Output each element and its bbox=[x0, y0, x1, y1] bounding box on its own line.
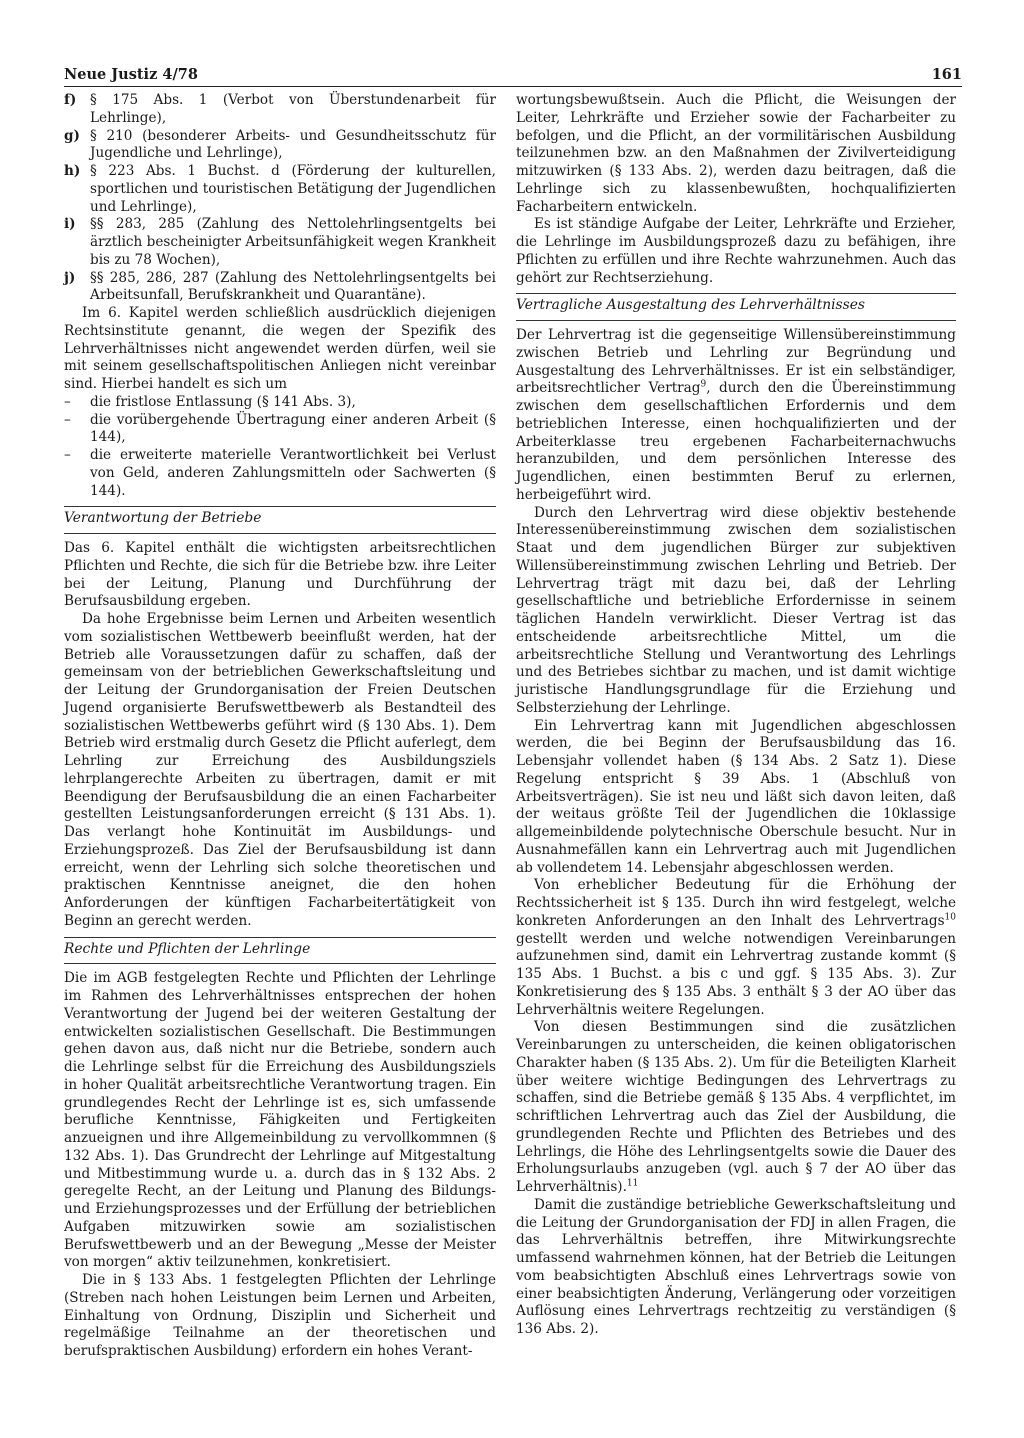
list-text: § 210 (besonderer Arbeits- und Gesundheitsschutz für Jugendliche und Lehrlinge), bbox=[90, 127, 496, 162]
running-header bbox=[64, 60, 962, 87]
paragraph: Im 6. Kapitel werden schließlich ausdrücklich diejenigen Rechtsinstitute genannt, die wegen der Spezifik des Lehrverhältnisses nicht angewendet werden dürfen, weil sie mit seinem gesellschaftspolitischen Anliegen nicht vereinbar sind. Hierbei handelt es sich um bbox=[64, 305, 496, 392]
list-text: § 223 Abs. 1 Buchst. d (Förderung der kulturellen, sportlichen und touristischen Betätigung der Jugendlichen und Lehrlinge), bbox=[90, 163, 496, 215]
paragraph: Durch den Lehrvertrag wird diese objektiv bestehende Interessenübereinstimmung zwischen dem sozialistischen Staat und dem jugendlichen Bürger zur subjektiven Willensübereinstimmung zwischen Lehrling und Betrieb. Der Lehrvertrag trägt mit dazu bei, daß der Lehrling gesellschaftliche und betriebliche Erfordernisse in seinem täglichen Handeln verwirklicht. Dieser Vertrag ist das entscheidende arbeitsrechtliche Mittel, um die arbeitsrechtliche Stellung und Verantwortung des Lehrlings und des Betriebes sichtbar zu machen, und ist damit wichtige juristische Handlungsgrundlage für die Erziehung und Selbsterziehung der Lehrlinge. bbox=[516, 504, 956, 716]
section-heading: Verantwortung der Betriebe bbox=[64, 506, 496, 534]
paragraph: Da hohe Ergebnisse beim Lernen und Arbeiten wesentlich vom sozialistischen Wettbewerb beeinflußt werden, hat der Betrieb alle Voraussetzungen dafür zu schaffen, daß der gemeinsam von der betrieblichen Gewerkschaftsleitung und der Leitung der Grundorganisation der Freien Deutschen Jugend organisierte Berufswettbewerb als Bestandteil des sozialistischen Wettbewerbs geführt wird (§ 130 Abs. 1). Dem Betrieb wird erstmalig durch Gesetz die Pflicht auferlegt, dem Lehrling zur Erreichung des Ausbildungsziels lehrplangerechte Arbeiten zu übertragen, damit er mit Beendigung der Berufsausbildung die an einen Facharbeiter gestellten Leistungsanforderungen erreicht (§ 131 Abs. 1). Das verlangt hohe Kontinuität im Ausbildungs- und Erziehungsprozeß. Das Ziel der Berufsausbildung ist dann erreicht, wenn der Lehrling sich solche theoretischen und praktischen Kenntnisse aneignet, die den hohen Anforderungen der künftigen Facharbeitertätigkeit von Beginn an gerecht werden. bbox=[64, 611, 496, 929]
dash-text: die vorübergehende Übertragung einer anderen Arbeit (§ 144), bbox=[90, 411, 496, 446]
page-number: 161 bbox=[931, 66, 962, 83]
paragraph: wortungsbewußtsein. Auch die Pflicht, die Weisungen der Leiter, Lehrkräfte und Erzieher sowie der Facharbeiter zu befolgen, und die Pflicht, an der vormilitärischen Ausbildung teilzunehmen bzw. an den Maßnahmen der Zivilverteidigung mitzuwirken (§ 133 Abs. 2), werden dazu beitragen, daß die Lehrlinge sich zu klassenbewußten, hochqualifizierten Facharbeitern entwickeln. bbox=[516, 92, 956, 215]
list-item bbox=[64, 216, 496, 269]
list-item bbox=[64, 163, 496, 216]
paragraph: Es ist ständige Aufgabe der Leiter, Lehrkräfte und Erzieher, die Lehrlinge im Ausbildungsprozeß dazu zu befähigen, ihre Pflichten zu erfüllen und ihre Rechte wahrzunehmen. Auch das gehört zur Rechtserziehung. bbox=[516, 216, 956, 286]
dash-symbol: – bbox=[64, 447, 71, 463]
left-column bbox=[64, 92, 496, 1361]
text-run: , durch den die Übereinstimmung zwischen dem gesellschaftlichen Erfordernis und dem betrieblichen Interesse, einen hochqualifizierten und der Arbeiterklasse treu ergebenen Facharbeiternachwuchs heranzubilden, und dem persönlichen Interesse des Jugendlichen, einen bestimmten Beruf zu erlernen, herbeigeführt wird. bbox=[516, 380, 956, 503]
footnote-ref: 9 bbox=[700, 379, 707, 390]
section-heading: Rechte und Pflichten der Lehrlinge bbox=[64, 937, 496, 965]
list-text: §§ 283, 285 (Zahlung des Nettolehrlingsentgelts bei ärztlich bescheinigter Arbeitsunfähigkeit wegen Krankheit bis zu 78 Wochen), bbox=[90, 216, 496, 268]
dash-item bbox=[64, 447, 496, 500]
paragraph: Ein Lehrvertrag kann mit Jugendlichen abgeschlossen werden, die bei Beginn der Berufsausbildung das 16. Lebensjahr vollendet haben (§ 134 Abs. 2 Satz 1). Diese Regelung entspricht § 39 Abs. 1 (Abschluß von Arbeitsverträgen). Sie ist neu und läßt sich davon leiten, daß der weitaus größte Teil der Jugendlichen die 10klassige allgemeinbildende polytechnische Oberschule besucht. Nur in Ausnahmefällen kann ein Lehrvertrag auch mit Jugendlichen ab vollendetem 14. Lebensjahr abgeschlossen werden. bbox=[516, 717, 956, 876]
list-text: §§ 285, 286, 287 (Zahlung des Nettolehrlingsentgelts bei Arbeitsunfall, Berufskrankheit und Quarantäne). bbox=[90, 269, 496, 304]
list-label: j) bbox=[64, 269, 76, 286]
dash-item bbox=[64, 394, 496, 412]
list-label: f) bbox=[64, 92, 77, 108]
list-item bbox=[64, 270, 496, 306]
dash-symbol: – bbox=[64, 393, 71, 410]
dash-text: die fristlose Entlassung (§ 141 Abs. 3), bbox=[90, 393, 356, 410]
list-label: i) bbox=[64, 216, 76, 233]
paragraph bbox=[516, 877, 956, 1019]
text-run: gestellt werden und welche notwendigen Vereinbarungen aufzunehmen sind, damit ein Lehrvertrag zustande kommt (§ 135 Abs. 1 Buchst. a bis c und ggf. § 135 Abs. 3). Zur Konkretisierung des § 135 Abs. 3 enthält § 3 der AO über das Lehrverhältnis weitere Regelungen. bbox=[516, 930, 956, 1018]
paragraph bbox=[516, 327, 956, 505]
text-run: Von erheblicher Bedeutung für die Erhöhung der Rechtssicherheit ist § 135. Durch ihn wird festgelegt, welche konkreten Anforderungen an den Inhalt des Lehrvertrags bbox=[516, 877, 956, 929]
right-column bbox=[516, 92, 956, 1339]
list-text: § 175 Abs. 1 (Verbot von Überstundenarbeit für Lehrlinge), bbox=[90, 92, 496, 126]
list-item bbox=[64, 92, 496, 128]
journal-title: Neue Justiz 4/78 bbox=[64, 66, 198, 83]
dash-text: die erweiterte materielle Verantwortlichkeit bei Verlust von Geld, anderen Zahlungsmitteln oder Sachwerten (§ 144). bbox=[90, 447, 496, 499]
paragraph: Die in § 133 Abs. 1 festgelegten Pflichten der Lehrlinge (Streben nach hohen Leistungen beim Lernen und Arbeiten, Einhaltung von Ordnung, Disziplin und Sicherheit und regelmäßige Teilnahme an der theoretischen und berufspraktischen Ausbildung) erfordern ein hohes Verant- bbox=[64, 1272, 496, 1359]
footnote-ref: 11 bbox=[626, 1178, 639, 1189]
paragraph: Damit die zuständige betriebliche Gewerkschaftsleitung und die Leitung der Grundorganisation der FDJ in allen Fragen, die das Lehrverhältnis betreffen, ihre Mitwirkungsrechte umfassend wahrnehmen können, hat der Betrieb die Leitungen vom beabsichtigten Abschluß eines Lehrvertrags sowie von einer beabsichtigten Änderung, Verlängerung oder vorzeitigen Auflösung eines Lehrvertrags rechtzeitig zu verständigen (§ 136 Abs. 2). bbox=[516, 1196, 956, 1337]
paragraph: Die im AGB festgelegten Rechte und Pflichten der Lehrlinge im Rahmen des Lehrverhältnisses entsprechen der hohen Verantwortung der Jugend bei der weiteren Gestaltung der entwickelten sozialistischen Gesellschaft. Die Bestimmungen gehen davon aus, daß nicht nur die Betriebe, sondern auch die Lehrlinge selbst für die Erreichung des Ausbildungsziels in hoher Qualität arbeitsrechtliche Verantwortung tragen. Ein grundlegendes Recht der Lehrlinge ist es, sich umfassende berufliche Kenntnisse, Fähigkeiten und Fertigkeiten anzueignen und ihre Allgemeinbildung zu vervollkommnen (§ 132 Abs. 1). Das Grundrecht der Lehrlinge auf Mitgestaltung und Mitbestimmung wurde u. a. durch das in § 132 Abs. 2 geregelte Recht, an der Leitung und Planung des Bildungs- und Erziehungsprozesses und der Erfüllung der betrieblichen Aufgaben mitzuwirken sowie am sozialistischen Berufswettbewerb und an der Bewegung „Messe der Meister von morgen“ aktiv teilzunehmen, konkretisiert. bbox=[64, 970, 496, 1271]
text-run: Der Lehrvertrag ist die gegenseitige Willensübereinstimmung zwischen Betrieb und Lehrling zur Begründung und Ausgestaltung des Lehrverhältnisses. Er ist ein selbständiger, arbeitsrechtlicher Vertrag bbox=[516, 327, 956, 397]
dash-symbol: – bbox=[64, 411, 71, 428]
list-item bbox=[64, 128, 496, 164]
section-heading: Vertragliche Ausgestaltung des Lehrverhältnisses bbox=[516, 293, 956, 321]
paragraph bbox=[516, 1019, 956, 1197]
text-run: Von diesen Bestimmungen sind die zusätzlichen Vereinbarungen zu unterscheiden, die keinen obligatorischen Charakter haben (§ 135 Abs. 2). Um für die Beteiligten Klarheit über weitere wichtige Bedingungen des Lehrvertrags zu schaffen, sind die Betriebe gemäß § 135 Abs. 4 verpflichtet, im schriftlichen Lehrvertrag auch das Ziel der Ausbildung, die grundlegenden Rechte und Pflichten des Betriebes und des Lehrlings, die Höhe des Lehrlingsentgelts sowie die Dauer des Erholungsurlaubs anzugeben (vgl. auch § 7 der AO über das Lehrverhältnis). bbox=[516, 1019, 956, 1195]
paragraph: Das 6. Kapitel enthält die wichtigsten arbeitsrechtlichen Pflichten und Rechte, die sich für die Betriebe bzw. ihre Leiter bei der Leitung, Planung und Durchführung der Berufsausbildung ergeben. bbox=[64, 540, 496, 610]
list-label: h) bbox=[64, 163, 81, 179]
footnote-ref: 10 bbox=[944, 912, 956, 923]
list-label: g) bbox=[64, 127, 80, 144]
dash-item bbox=[64, 412, 496, 448]
